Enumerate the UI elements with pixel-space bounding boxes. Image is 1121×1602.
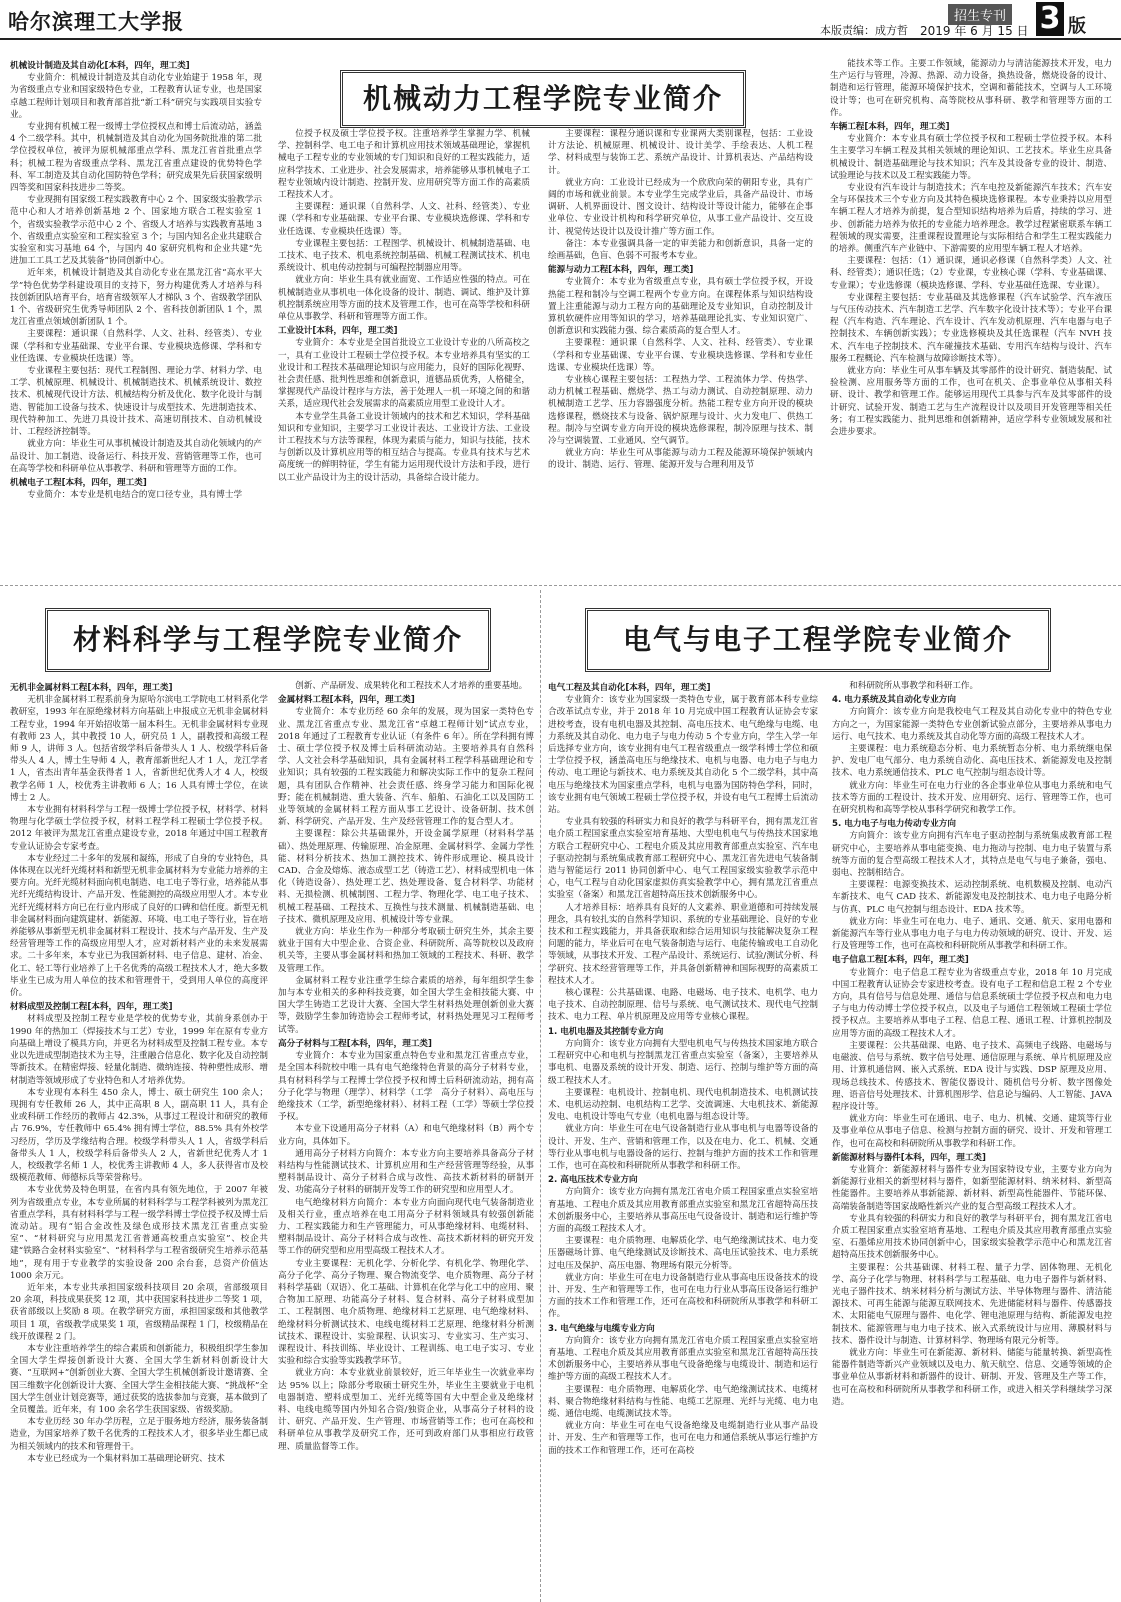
paragraph: 就业方向：本专业就业前景较好，近三年毕业生一次就业率均达 95% 以上；除部分考取硕士研究生外，毕业生主要就业于电机电器制造、塑料成型加工、光纤光缆等国有大中型企业及绝缘材料、电线电缆等国内外知名合资/独资企业，从事高分子材料的设计、研究、产品开发、生产管理、市场营销等工作；也可在高校和科研单位从事教学及研究工作，还可到政府部门从事相应行政管理、质量监督等工作。 bbox=[278, 1368, 534, 1452]
section-tag: 招生专刊 bbox=[948, 4, 1012, 25]
paper-name: 哈尔滨理工大学报 bbox=[8, 9, 184, 34]
subheading: 1. 电机电器及其控制专业方向 bbox=[548, 1026, 664, 1037]
column-divider bbox=[540, 590, 541, 1602]
paragraph: 就业方向：毕业生可在电力行业的各企事业单位从事电力系统和电气技术等方面的工程设计、技术开发、应用研究、运行、管理等工作，也可在研究机构和高等学校从事科学研究和教学工作。 bbox=[832, 780, 1112, 816]
paragraph: 主要课程：公共基础课、电路、电子技术、高频电子线路、电磁场与电磁波、信号与系统、数字信号处理、通信原理与系统、单片机原理及应用、计算机通信网、嵌入式系统、EDA 设计与实践、DSP 原理及应用、现场总线技术、传感技术、智能仪器设计、随机信号分析、数字图像处理、语音信号处理技术、计算机图形学、信息论与编码、人工智能、JAVA 程序设计等。 bbox=[832, 1040, 1112, 1112]
paragraph: 人才培养目标：培养具有良好的人文素养、职业道德和可持续发展理念，具有较扎实的自然科学知识、系统的专业基础理论、良好的专业技术和工程实践能力，并具备获取和综合运用知识与技能解决复杂工程问题的能力，毕业后可在电气装备制造与运行、电能传输或电工自动化等领域，从事技术开发、工程产品设计、系统运行、试验/测试分析、科学研究、技术经营管理等工作，并具备创新精神和国际视野的高素质工程技术人才。 bbox=[548, 902, 818, 986]
paragraph: 通用高分子材料方向简介：本专业方向主要培养具备高分子材料结构与性能测试技术、计算机应用和生产经营管理等经验，从事塑料制品设计、高分子材料合成与改性、高技术新材料的研制开发、功能高分子材料的研制开发等工作的研究型和应用型人才。 bbox=[278, 1148, 534, 1196]
subheading: 机械设计制造及其自动化[本科，四年，理工类] bbox=[10, 61, 190, 71]
paragraph: 主要课程：电力系统稳态分析、电力系统暂态分析、电力系统继电保护、发电厂电气部分、电力系统自动化、高电压技术、新能源发电及控制技术、电力系统通信技术、PLC 电气控制与组态设计等。 bbox=[832, 744, 1112, 779]
paragraph: 专业现拥有国家级工程实践教育中心 2 个、国家级实验教学示范中心和人才培养创新基地 2 个、国家地方联合工程实验室 1 个，省级实验教学示范中心 2 个、省级人才培养与实践教育基地 3 个、省级重点实验室和工程实验室 3 个；与国内知名企业共建联合实验室和实习基地 64 个，与国内 40 家研究机构和企业共建“先进加工工具工艺及其装备”协同创新中心。 bbox=[10, 195, 262, 267]
paragraph: 方向简介：该专业方向拥有大型电机电气与传热技术国家地方联合工程研究中心和电机与控制黑龙江省重点实验室（备案），主要培养从事电机、电器及系统的设计开发、制造、运行、控制与维护等方面的高级工程技术人才。 bbox=[548, 1038, 818, 1086]
article-column bbox=[830, 58, 1112, 578]
paragraph: 主要课程：通识课（自然科学、人文、社科、经管类）、专业课（学科和专业基础课、专业平台课、专业模块选修课、学科和专业任选课、专业模块任选课）等。 bbox=[548, 338, 813, 373]
page-unit: 版 bbox=[1068, 16, 1086, 37]
subheading: 高分子材料与工程[本科，四年，理工类] bbox=[278, 1038, 432, 1049]
section-title-materials: 材料科学与工程学院专业简介 bbox=[45, 608, 491, 672]
paragraph: 专业简介：本专业为国家重点特色专业和黑龙江省重点专业，是全国本科院校中唯一具有电气绝缘特色背景的高分子材料专业，具有材料科学与工程博士学位授予权和博士后科研流动站，拥有高分子化学与物理（理学）、材料学（工学 高分子材料）、高电压与绝缘技术（工学，新型绝缘材料）、材料工程（工学）等硕士学位授予权。 bbox=[278, 1051, 534, 1123]
subheading: 电子信息工程[本科，四年，理工类] bbox=[832, 955, 969, 966]
paragraph: 方向简介：该专业方向拥有黑龙江省电介质工程国家重点实验室培育基地、工程电介质及其应用教育部重点实验室和黑龙江省超特高压技术创新服务中心，主要培养从事高压电气设备设计、制造和运行维护等方面的高级工程技术人才。 bbox=[548, 1187, 818, 1234]
paragraph: 核心课程：公共基础课、电路、电磁场、电子技术、电机学、电力电子技术、自动控制原理、信号与系统、电气测试技术、现代电气控制技术、电力工程、单片机原理及应用等专业核心课程。 bbox=[548, 988, 818, 1023]
paragraph: 主要课程：电介质物理、电解质化学、电气绝缘测试技术、电力变压器磁场计算、电气绝缘测试及诊断技术、高电压试验技术、电力系统过电压及保护、高压电器、物理场有限元分析等。 bbox=[548, 1236, 818, 1271]
paragraph: 就业方向：工业设计已经成为一个欣欣向荣的朝阳专业，具有广阔的市场和就业前景。本专业学生完成学业后，具备产品设计、市场调研、人机界面设计、图文设计、结构设计等设计能力，能够在企事业单位、专业设计机构和科学研究单位，从事工业产品设计、交互设计、视觉传达设计以及设计推广等方面工作。 bbox=[548, 177, 813, 237]
paragraph: 主要课程：电源变换技术、运动控制系统、电机数模及控制、电动汽车新技术、电气 CAD 技术、新能源发电及控制技术、电力电子电路分析与仿真、PLC 电气控制与组态设计、EDA 技术等。 bbox=[832, 880, 1112, 915]
paragraph: 本专业优势及特色明显，在省内具有领先地位，于 2007 年被列为省级重点专业，本专业所属的材料科学与工程学科被列为黑龙江省重点学科，具有材料科学与工程一级学科博士学位授予权及博士后流动站。现有“铝合金改性及绿色成形技术黑龙江省重点实验室”、“材料研究与应用黑龙江省普通高校重点实验室”、校企共建“铁路合金材料实验室”、“材料科学与工程省级研究生培养示范基地”，现有用于专业教学的实验设备 200 余台套，总资产价值达 1000 余万元。 bbox=[10, 1185, 268, 1281]
subheading: 无机非金属材料工程[本科，四年，理工类] bbox=[10, 683, 173, 693]
issue-date: 2019 年 6 月 15 日 bbox=[920, 24, 1029, 38]
paragraph: 就业方向：毕业生可从事机械设计制造及其自动化领域内的产品设计、加工制造、设备运行、科技开发、营销管理等工作，也可在高等学校和科研单位从事教学、科研和管理等方面的工作。 bbox=[10, 439, 262, 474]
paragraph: 本专业现有本科生 450 余人，博士、硕士研究生 100 余人；现拥有专任教师 26 人，其中正高职 8 人，副高职 11 人，具有企业或科研工作经历的教师占 42.3%，从事过工程设计和研究的教师占 76.9%，专任教师中 65.4% 拥有博士学位，88.5% 具有外校学习经历，学历及学缘结构合理。校级学科带头人 1 人，省级学科后备带头人 1 人，校级学科后备带头人 2 人，省新世纪优秀人才 1 人，校级教学名师 1 人，校优秀主讲教师 4 人，多人获得省市及校级模范教师、师德标兵等荣誉称号。 bbox=[10, 1087, 268, 1184]
paragraph: 本专业已经成为一个集材料加工基础理论研究、技术 bbox=[27, 1453, 225, 1464]
paragraph: 主要课程：电介质物理、电解质化学、电气绝缘测试技术、电缆材料、聚合物绝缘材料结构与性能、电缆工艺原理、光纤与光缆、电力电缆、通信电缆、电缆测试技术等。 bbox=[548, 1384, 818, 1419]
page-number: 3 bbox=[1036, 2, 1064, 36]
paragraph: 主要课程：除公共基础课外，开设金属学原理（材料科学基础）、热处理原理、传输原理、冶金原理、金属材料学、金属力学性能、材料分析技术、热加工测控技术、铸件形成理论、模具设计 CAD、合金及熔炼、液态成型工艺（铸造工艺）、材料成型机电一体化（铸造设备）、热处理工艺、热处理设备、复合材料学、功能材料、无损检测、机械制图、工程力学、物理化学、电工电子技术、机械工程基础、工程技术、互换性与技术测量、机械制造基础、电子技术、微机原理及应用、机械设计等专业课。 bbox=[278, 829, 534, 925]
paragraph: 主要课程：公共基础课、材料工程、量子力学、固体物理、无机化学、高分子化学与物理、材料科学与工程基础、电力电子器件与新材料、光电子器件技术、纳米材料分析与测试方法、半导体物理与器件、清洁能源技术、可再生能源与能源互联网技术、先进储能材料与器件、传感器技术、太阳能电气原理与器件、电化学、锂电池原理与结构、新能源发电控制技术、能源管理与电力电子技术、嵌入式系统设计与应用、薄膜材料与技术、器件设计与制造、计算材料学、物理场有限元分析等。 bbox=[832, 1262, 1112, 1346]
paragraph: 专业课程主要包括：专业基础及其选修课程（汽车试验学、汽车液压与气压传动技术、汽车制造工艺学、汽车数字化设计技术等）；专业平台课程（汽车构造、汽车理论、汽车设计、汽车发动机原理、汽车电器与电子控制技术、车辆创新实践）；专业选修模块及其任选课程（汽车 NVH 技术、汽车电子控制技术、汽车碰撞技术基础、专用汽车结构与设计、汽车服务工程概论、汽车检测与故障诊断技术等）。 bbox=[830, 292, 1112, 364]
paragraph: 专业拥有机械工程一级博士学位授权点和博士后流动站，涵盖 4 个二级学科。其中，机械制造及其自动化为国务院批准的第二批学位授权单位，被评为原机械部重点学科、黑龙江省首批重点学科；机械工程为省级重点学科、黑龙江省重点建设的优势特色学科、军工制造及其自动化国防特色学科；研究成果先后获国家级明四等奖和国家科技进步二等奖。 bbox=[10, 122, 262, 194]
paragraph: 就业方向：毕业生可在新能源、新材料、储能与能量转换、新型高性能器件制造等新兴产业领域以及电力、航天航空、信息、交通等领域的企事业单位从事新材料和新器件的设计、研制、开发、管理及生产等工作，也可在高校和科研院所从事教学和科研工作，或进入相关学科继续学习深造。 bbox=[832, 1347, 1112, 1407]
paragraph: 专业简介：本专业是机电结合的宽口径专业，具有博士学 bbox=[27, 490, 243, 501]
paragraph: 就业方向：毕业生具有就业面宽、工作适应性强的特点。可在机械制造业从事机电一体化设备的设计、制造、调试、维护及计算机控制系统应用等方面的技术及管理工作，也可在高等学校和科研单位从事教学、科研和管理等方面工作。 bbox=[278, 275, 530, 323]
masthead bbox=[0, 0, 1121, 46]
paragraph: 本专业注重培养学生的综合素质和创新能力，积极组织学生参加全国大学生焊接创新设计大赛、全国大学生新材料创新设计大赛、“互联网+”创新创业大赛、全国大学生机械创新设计邀请赛、全国三维数字化创新设计大赛、全国大学生金相技能大赛、“挑战杯”全国大学生创业计划竞赛等，通过获奖的选拔参加与竞赛，基本做到了全员覆盖。近年来，有 100 余名学生获国家级、省级奖励。 bbox=[10, 1343, 268, 1415]
article-column bbox=[832, 680, 1112, 1595]
paragraph: 主要课程：包括：（1）通识课，通识必修课（自然科学类）人文、社科、经管类）；通识任选；（2）专业课，专业核心课（学科、专业基础课、专业课）；专业选修课（模块选修课、学科、专业基础任选课、专业课）。 bbox=[830, 256, 1112, 291]
paragraph: 备注：本专业强调具备一定的审美能力和创新意识，具备一定的绘画基础，色盲、色弱不可报考本专业。 bbox=[548, 238, 813, 262]
subheading: 5. 电力电子与电力传动专业方向 bbox=[832, 819, 956, 830]
article-column bbox=[10, 680, 268, 1595]
paragraph: 材料成型及控制工程专业是学校的优势专业，其前身系创办于 1990 年的热加工（焊接技术与工艺）专业，1999 年在原有专业方向基础上增设了模具方向，并更名为材料成型及控制工程专业。本专业以先进成型制造技术为主导，注重融合信息化、数字化及自动控制等新技术。在精密焊接、轻量化制造、微纳连接、特种塑性成形、增材制造等领域形成了专业特色和人才培养优势。 bbox=[10, 1014, 268, 1086]
paragraph: 专业主要课程：无机化学、分析化学、有机化学、物理化学、高分子化学、高分子物理、聚合物流变学、电介质物理、高分子材料科学基础（双语）、化工基础、计算机在化学与化工中的应用、聚合物加工原理、功能高分子材料、复合材料、高分子材料成型加工、工程制图、电介质物理、绝缘材料工艺原理、电气绝缘材料、绝缘材料分析测试技术、电线电缆材料工艺原理、绝缘材料分析测试技术、课程设计、实验课程、认识实习、专业实习、生产实习、课程设计、科技训练、毕业设计、工程训练、电工电子实习、专业实验和综合实验等实践教学环节。 bbox=[278, 1258, 534, 1367]
subheading: 能源与动力工程[本科，四年，理工类] bbox=[548, 265, 694, 276]
paragraph: 专业简介：机械设计制造及其自动化专业始建于 1958 年，现为省级重点专业和国家级特色专业，工程教育认证专业，也是国家卓越工程师计划项目和教育部首批“新工科”研究与实践项目实验专业。 bbox=[10, 73, 262, 120]
paragraph: 专业简介：电子信息工程专业为省级重点专业，2018 年 10 月完成中国工程教育认证协会专家进校考查。设有电子工程和信息工程 2 个专业方向，具有信号与信息处理、通信与信息系统硕士学位授予权点和电力电子与电力传动博士学位授予权点，以及电子与通信工程领域工程硕士学位授予权点。主要培养从事电子工程、信息工程、通讯工程、计算机控制及应用等方面的高级工程技术人才。 bbox=[832, 967, 1112, 1039]
paragraph: 就业方向：毕业生可在电力、电子、通讯、交通、航天、家用电器和新能源汽车等行业从事电力电子与电力传动领域的研究、设计、开发、运行及管理等工作，也可在高校和科研院所从事教学和科研工作。 bbox=[832, 916, 1112, 952]
section-title-electrical: 电气与电子工程学院专业简介 bbox=[585, 608, 1051, 672]
paragraph: 创新、产品研发、成果转化和工程技术人才培养的重要基地。 bbox=[295, 681, 528, 691]
masthead-rule bbox=[0, 38, 1121, 40]
paragraph: 主要课程：通识课（自然科学、人文、社科、经管类）、专业课（学科和专业基础课、专业平台课、专业模块选修课、学科和专业任选课、专业模块任选课）等。 bbox=[10, 329, 262, 364]
article-column bbox=[10, 58, 262, 578]
paragraph: 专业简介：本专业是全国首批设立工业设计专业的八所高校之一，具有工业设计工程硕士学位授予权。本专业培养具有坚实的工业设计和工程技术基础理论知识与应用能力，良好的国际化视野、社会责任感、批判性思维和创新意识，道德品质优秀，人格健全，掌握现代产品设计程序与方法，善于处理人一机一环境之间的和谐关系，适应现代社会发展需求的高素质应用型工业设计人才。 bbox=[278, 338, 530, 410]
paragraph: 方向简介：该专业方向拥有汽车电子驱动控制与系统集成教育部工程研究中心，主要培养从事电能变换、电力拖动与控制、电力电子装置与系统等方面的复合型高级工程技术人才，其特点是电气与电子兼备，强电、弱电、控制相结合。 bbox=[832, 831, 1112, 879]
paragraph: 专业课程主要包括：现代工程制图、理论力学、材料力学、电工学、机械原理、机械设计、机械制造技术、机械系统设计、数控技术、机械现代设计方法、机械结构分析及优化、数字化设计与制造、智能加工设备与技术、快速设计与成型技术、先进制造技术、现代特种加工、先进刀具设计技术、高速切削技术、自动机械设计、工程经济控制等。 bbox=[10, 366, 262, 438]
paragraph: 无机非金属材料工程系前身为原哈尔滨电工学院电工材料系化学教研室，1993 年在原绝缘材料方向基础上申报成立无机非金属材料工程专业，1994 年开始招收第一届本科生。无机非金属材料专业现有教师 23 人，其中教授 10 人，研究员 1 人，副教授和高级工程师 9 人，讲师 3 人。包括省级学科后备带头人 1 人、校级学科后备带头人 4 人，博士生导师 4 人，教育部新世纪人才 1 人，龙江学者 1 人，省杰出青年基金获得者 1 人，省新世纪优秀人才 4 人，校级教学名师 1 人，校优秀主讲教师 6 人；16 人具有博士学位，在读博士 2 人。 bbox=[10, 695, 268, 803]
paragraph: 主要课程：通识课（自然科学、人文、社科、经管类）、专业课（学科和专业基础课、专业平台课、专业模块选修课、学科和专业任选课、专业模块任选课）等。 bbox=[278, 202, 530, 237]
paragraph: 专业简介：本专业为省级重点专业，具有硕士学位授予权，开设热能工程和制冷与空调工程两个专业方向。在课程体系与知识结构设置上注重能源与动力工程方向的基础理论及专业知识，自动控制及计算机软硬件应用等知识的学习，培养基础理论扎实、专业知识宽广、创新意识和实践能力强、综合素质高的复合型人才。 bbox=[548, 277, 813, 337]
paragraph: 专业简介：本专业历经 60 余年的发展，现为国家一类特色专业、黑龙江省重点专业、黑龙江省“卓越工程师计划”试点专业，2018 年通过了工程教育专业认证（有条件 6 年）。所在学科拥有博士、硕士学位授予权及博士后科研流动站。主要培养具有自然科学、人文社会科学基础知识，具有金属材料工程学科基础理论和专业知识；具有较强的工程实践能力和解决实际工作中的复杂工程问题，具有团队合作精神、社会责任感、终身学习能力和国际化视野；能在机械制造、重大装备、汽车、船舶、石油化工以及国防工业等领域的金属材料工程方面从事工艺设计、设备研制、技术创新、科学研究、产品开发、生产及经营管理工作的复合型人才。 bbox=[278, 707, 534, 828]
article-column bbox=[548, 128, 813, 578]
article-column bbox=[548, 680, 818, 1595]
article-column bbox=[278, 680, 534, 1595]
paragraph: 本专业学生具备工业设计领域内的技术和艺术知识，学科基础知识和专业知识，主要学习工业设计表达、工业设计方法、工业设计工程技术与方法等课程，体现为素质与能力，知识与技能，技术与创新以及计算机应用等的相互结合与提高。专业具有技术与艺术高度统一的鲜明特征，学生有能力运用现代设计方法和手段，进行以工业产品设计为主的设计活动，具备综合设计能力。 bbox=[278, 411, 530, 483]
subheading: 车辆工程[本科，四年，理工类] bbox=[830, 122, 950, 133]
paragraph: 金属材料工程专业注重学生综合素质的培养，每年组织学生参加与本专业相关的多种科技竞赛，如全国大学生金相技能大赛、中国大学生铸造工艺设计大赛、全国大学生材料热处理创新创业大赛等，鼓励学生参加铸造协会工程师考试，材料热处理见习工程师考试等。 bbox=[278, 975, 534, 1035]
paragraph: 电气绝缘材料方向简介：本专业方向面向现代电气装备制造业及相关行业，重点培养在电工用高分子材料领域具有较强创新能力、工程实践能力和生产管理能力，可从事绝缘材料、电缆材料、塑料制品设计、高分子材料合成与改性、高技术新材料的研究开发等工作的研究型和应用型高级工程技术人才。 bbox=[278, 1197, 534, 1257]
paragraph: 就业方向：毕业生可在电力设备制造行业从事高电压设备技术的设计、开发、生产和管理等工作，也可在电力行业从事高压设备运行维护方面的技术工作和管理工作，还可在高校和科研院所从事教学和科研工作。 bbox=[548, 1272, 818, 1320]
paragraph: 近年来，机械设计制造及其自动化专业在黑龙江省“高水平大学”特色优势学科建设项目的支持下，努力构建优秀人才培养与科技创新团队培育平台，培育省级领军人才梯队 3 个、省级教学团队 1 个、省级研究生优秀导师团队 2 个、省科技创新团队 1 个，黑龙江省重点领域创新团队 1 个。 bbox=[10, 268, 262, 328]
paragraph: 就业方向：毕业生作为一种部分考取硕士研究生外，其余主要就业于国有大中型企业、合资企业、科研院所、高等院校以及政府机关等，主要从事金属材料和热加工领域的工程技术、科研、教学及管理工作。 bbox=[278, 927, 534, 974]
paragraph: 本专业下设通用高分子材料（A）和电气绝缘材料（B）两个专业方向，具体如下。 bbox=[278, 1124, 534, 1147]
paragraph: 就业方向：毕业生可从事车辆及其零部件的设计研究、制造装配、试验检测、应用服务等方面的工作，也可在机关、企事业单位从事相关科研、设计、教学和管理工作。能够运用现代工具参与汽车及其零部件的设计研究、试验开发、制造工艺与生产流程设计以及项目开发管理等相关任务；有工程实践能力、批判思维和创新精神，适应学科专业领域发展和社会进步要求。 bbox=[830, 366, 1112, 438]
subheading: 电气工程及其自动化[本科，四年，理工类] bbox=[548, 683, 711, 693]
paragraph: 本专业经过二十多年的发展和凝练，形成了自身的专业特色，具体体现在以光纤光缆材料和新型无机非金属材料为专业能力培养的主要方向。光纤光缆材料面向机电制造、电工电子等行业，培养能从事光纤光缆结构设计、产品开发、性能测控的高级应用型人才。本专业光纤光缆材料方向已在行业内形成了良好的口碑和信任度。新型无机非金属材料面向建筑建材、新能源、环境、电工电子等行业，旨在培养能够从事新型无机非金属材料工程设计、技术与产品开发、生产及经营管理等工作的高级应用型人才，应对新材料产业的未来发展需求。二十多年来，本专业已为我国新材料、电子信息、建材、冶金、化工、轻工等行业培养了上千名优秀的高级工程技术人才，绝大多数毕业生已成为用人单位的技术和管理骨干，受到用人单位的高度评价。 bbox=[10, 853, 268, 999]
paragraph: 能技术等工作。主要工作领域，能源动力与清洁能源技术开发，电力生产运行与管理，冷源、热源、动力设备，换热设备，燃烧设备的设计、制造和运行管理，能源环境保护技术，空调和蓄能技术，空调与人工环境设计等；也可在研究机构、高等院校从事科研、教学和管理等方面的工作。 bbox=[830, 59, 1112, 118]
paragraph: 位授予权及硕士学位授予权。注重培养学生掌握力学、机械学、控制科学、电工电子和计算机应用技术领域基础理论，掌握机械电子工程专业的专业领域的专门知识和良好的工程实践能力，适应科学技术、工业进步、社会发展需求，培养能够从事机械电子工程专业领域内设计制造、控制开发、应用研究等方面工作的高素质工程技术人才。 bbox=[278, 129, 530, 201]
subheading: 4. 电力系统及其自动化专业方向 bbox=[832, 695, 956, 706]
section-title-mechanical: 机械动力工程学院专业简介 bbox=[340, 70, 746, 128]
paragraph: 专业核心课程主要包括：工程热力学、工程流体力学、传热学、动力机械工程基础、燃烧学、热工与动力测试、自动控制原理、动力机械制造工艺学、压力容器强度分析。热能工程专业方向开设的模块选修课程，燃烧技术与设备、锅炉原理与设计、火力发电厂、供热工程。制冷与空调专业方向开设的模块选修课程，制冷原理与技术、制冷与空调装置、工业通风、空气调节。 bbox=[548, 375, 813, 447]
paragraph: 专业设有汽车设计与制造技术；汽车电控及新能源汽车技术；汽车安全与环保技术三个专业方向及其特色模块选修课程。本专业秉持以应用型车辆工程人才培养为前提，复合型知识结构培养为后盾，持续的学习、进步、创新能力培养为依托的专业能力培养理念。教学过程紧密联系车辆工程领域的现实需要，注重课程设置理论与实际相结合和学生工程实践能力的培养。侧重汽车产业链中、下游需要的应用型车辆工程人才培养。 bbox=[830, 183, 1112, 255]
editor-credit: 本版责编：成方哲 bbox=[820, 24, 908, 37]
paragraph: 专业具有较强的科研实力和良好的教学与科研平台，拥有黑龙江省电介质工程国家重点实验室培育基地、工程电介质及其应用教育部重点实验室、石墨烯应用技术协同创新中心，国家级实验教学示范中心和黑龙江省超特高压技术创新服务中心。 bbox=[832, 1213, 1112, 1261]
subheading: 2. 高电压技术专业方向 bbox=[548, 1175, 638, 1186]
paragraph: 主要课程：电机设计、控制电机、现代电机制造技术、电机测试技术、电机运动控制、电机结构工艺学、交流调速、大电机技术、新能源发电、电机设计等电气专业（电机电器与组态设计等。 bbox=[548, 1087, 818, 1123]
paragraph: 就业方向：毕业生可在电气设备绝缘及电缆制造行业从事产品设计、开发、生产和管理等工作，也可在电力和通信系统从事运行维护方面的技术工作和管理工作，还可在高校 bbox=[548, 1421, 818, 1456]
section-divider bbox=[0, 585, 1121, 586]
paragraph: 专业简介：新能源材料与器件专业为国家特设专业，主要专业方向为新能源行业相关的新型材料与器件，如新型能源材料、纳米材料、新型高性能器件。主要培养从事新能源、新材料、新型高性能器件、节能环保、高端装备制造等国家战略性新兴产业的复合型高级工程技术人才。 bbox=[832, 1164, 1112, 1212]
paragraph: 专业简介：该专业为国家级一类特色专业，属于教育部本科专业综合改革试点专业，并于 2018 年 10 月完成中国工程教育认证协会专家进校考查，设有电机电器及其控制、高电压技术、电气绝缘与电缆、电力系统及其自动化、电力电子与电力传动 5 个专业方向，学生入学一年后选择专业方向，该专业拥有电气工程省级重点一级学科博士学位和硕士学位授予权，涵盖高电压与绝缘技术、电机与电器、电力电子与电力传动、电工理论与新技术、电力系统及其自动化 5 个二级学科，其中高电压与绝缘技术为国家重点学科，电机与电器为国防特色学科，同时，该专业拥有电气领域工程硕士学位授予权，并设有电气工程博士后流动站。 bbox=[548, 695, 818, 816]
paragraph: 就业方向：毕业生可在通讯、电子、电力、机械、交通、建筑等行业及事业单位从事电子信息、检测与控制方面的研究、设计、开发和管理工作，也可在高校和科研院所从事教学和科研工作。 bbox=[832, 1114, 1112, 1149]
subheading: 材料成型及控制工程[本科，四年，理工类] bbox=[10, 1002, 173, 1013]
paragraph: 就业方向：毕业生可从事能源与动力工程及能源环境保护领域内的设计、制造、运行、管理、能源开发与合理利用及节 bbox=[548, 448, 813, 471]
paragraph: 方向简介：该专业方向是我校电气工程及其自动化专业中的特色专业方向之一，为国家能源一类特色专业创新试验点部分，主要培养从事电力运行、电气技术、电力系统及其自动化等方面的高级工程技术人才。 bbox=[832, 707, 1112, 742]
subheading: 3. 电气绝缘与电缆专业方向 bbox=[548, 1323, 655, 1334]
subheading: 金属材料工程[本科，四年，理工类] bbox=[278, 695, 415, 706]
paragraph: 近年来，本专业共承担国家级科技项目 20 余项，省部级项目 20 余项，科技成果获奖 12 项，其中获国家科技进步二等奖 1 项，获省部级以上奖励 8 项。在教学研究方面，承担国家级和其他教学项目 1 项，省级教学成果奖 1 项，省级精品课程 1 门，校级精品在线开放课程 2 门。 bbox=[10, 1282, 268, 1342]
paragraph: 本专业拥有材料科学与工程一级博士学位授予权，材料学、材料物理与化学硕士学位授予权，材料工程学科工程硕士学位授予权。2012 年被评为黑龙江省重点建设专业，2018 年通过中国工程教育专业认证协会专家考查。 bbox=[10, 805, 268, 852]
paragraph: 方向简介：该专业方向拥有黑龙江省电介质工程国家重点实验室培育基地、工程电介质及其应用教育部重点实验室和黑龙江省超特高压技术创新服务中心，主要培养从事电气设备绝缘与电缆设计、制造和运行维护等方面的高级工程技术人才。 bbox=[548, 1335, 818, 1383]
article-column bbox=[278, 128, 530, 578]
subheading: 新能源材料与器件[本科，四年，理工类] bbox=[832, 1152, 986, 1163]
paragraph: 专业课程主要包括：工程图学、机械设计、机械制造基础、电工技术、电子技术、机电系统控制基础、机械工程测试技术、机电系统设计、机电传动控制与可编程控制器应用等。 bbox=[278, 238, 530, 274]
paragraph: 和科研院所从事教学和科研工作。 bbox=[849, 681, 979, 691]
paragraph: 本专业历经 30 年办学历程，立足于服务地方经济，服务装备制造业，为国家培养了数千名优秀的工程技术人才，很多毕业生都已成为相关领域内的技术和管理骨干。 bbox=[10, 1417, 268, 1452]
paragraph: 就业方向：毕业生可在电气设备制造行业从事电机与电器等设备的设计、开发、生产、营销和管理工作，以及在电力、化工、机械、交通等行业从事电机与电器设备的运行、控制与维护方面的技术工作和管理工作，也可在高校和科研院所从事教学和科研工作。 bbox=[548, 1124, 818, 1171]
paragraph: 专业简介：本专业具有硕士学位授予权和工程硕士学位授予权。本科生主要学习车辆工程及其相关领域的理论知识、工艺技术。毕业生应具备机械设计、制造基础理论与技术知识；汽车及其设备专业的设计、制造、试验理论与技术以及工程实践能力等。 bbox=[830, 134, 1112, 181]
subheading: 机械电子工程[本科，四年，理工类] bbox=[10, 477, 147, 488]
paragraph: 专业具有较强的科研实力和良好的教学与科研平台，拥有黑龙江省电介质工程国家重点实验室培育基地、大型电机电气与传热技术国家地方联合工程研究中心、工程电介质及其应用教育部重点实验室、汽车电子驱动控制与系统集成教育部工程研究中心、黑龙江省先进电气装备制造与智能运行 2011 协同创新中心、电气工程国家级实验教学示范中心，电气工程与自动化国家虚拟仿真实验教学中心，拥有黑龙江省重点实验室（备案）和黑龙江省超特高压技术创新服务中心。 bbox=[548, 817, 818, 901]
paragraph: 主要课程：课程分通识课和专业课两大类别课程，包括：工业设计方法论、机械原理、机械设计、设计美学、手绘表达、人机工程学、材料成型与装饰工艺、系统产品设计、计算机表达、产品结构设计。 bbox=[548, 129, 813, 176]
subheading: 工业设计[本科，四年，理工类] bbox=[278, 326, 398, 337]
